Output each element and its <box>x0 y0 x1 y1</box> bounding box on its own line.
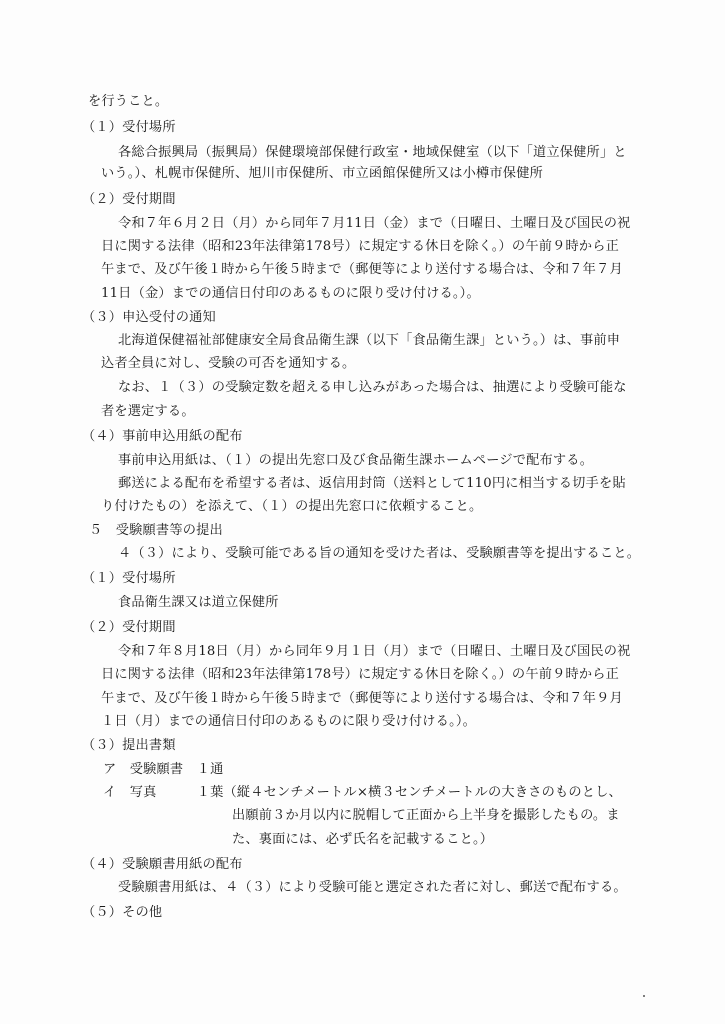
text-line: 食品衛生課又は道立保健所 <box>118 595 279 610</box>
text-line: 日に関する法律（昭和23年法律第178号）に規定する休日を除く。）の午前９時から正 <box>101 239 620 254</box>
scan-speck <box>643 995 645 997</box>
text-line: 午まで、及び午後１時から午後５時まで（郵便等により送付する場合は、令和７年９月 <box>101 691 623 706</box>
text-line: 事前申込用紙は、（１）の提出先窓口及び食品衛生課ホームページで配布する。 <box>118 453 594 468</box>
text-line: ４（３）により、受験可能である旨の通知を受けた者は、受験願書等を提出すること。 <box>118 546 641 561</box>
section-heading: （３）提出書類 <box>82 738 176 753</box>
list-item: ア 受験願書 １通 <box>103 762 224 777</box>
text-line: た、裏面には、必ず氏名を記載すること。） <box>232 832 494 847</box>
text-line: 郵送による配布を希望する者は、返信用封筒（送料として110円に相当する切手を貼 <box>118 476 626 491</box>
text-line: を行うこと。 <box>88 94 169 109</box>
text-line: り付けたもの）を添えて、（１）の提出先窓口に依頼すること。 <box>101 499 483 514</box>
text-line: 出願前３か月以内に脱帽して正面から上半身を撮影したもの。ま <box>232 808 620 823</box>
text-line: 令和７年６月２日（月）から同年７月11日（金）まで（日曜日、土曜日及び国民の祝 <box>118 216 631 231</box>
text-line: １日（月）までの通信日付印のあるものに限り受け付ける。）。 <box>101 714 477 729</box>
text-line: なお、１（３）の受験定数を超える申し込みがあった場合は、抽選により受験可能な <box>118 380 627 395</box>
section-heading: （３）申込受付の通知 <box>82 310 216 325</box>
section-heading: （４）受験願書用紙の配布 <box>82 857 243 872</box>
text-line: 11日（金）までの通信日付印のあるものに限り受け付ける。）。 <box>101 286 480 301</box>
section-heading: （１）受付場所 <box>82 120 176 135</box>
section-heading: （１）受付場所 <box>82 571 176 586</box>
text-line: 午まで、及び午後１時から午後５時まで（郵便等により送付する場合は、令和７年７月 <box>101 262 623 277</box>
main-section-heading: ５ 受験願書等の提出 <box>89 523 223 538</box>
text-line: 北海道保健福祉部健康安全局食品衛生課（以下「食品衛生課」という。）は、事前申 <box>118 333 621 348</box>
text-line: 令和７年８月18日（月）から同年９月１日（月）まで（日曜日、土曜日及び国民の祝 <box>118 644 631 659</box>
text-line: 日に関する法律（昭和23年法律第178号）に規定する休日を除く。）の午前９時から正 <box>101 667 620 682</box>
section-heading: （２）受付期間 <box>82 192 176 207</box>
text-line: 各総合振興局（振興局）保健環境部保健行政室・地域保健室（以下「道立保健所」と <box>118 145 627 160</box>
text-line: 込者全員に対し、受験の可否を通知する。 <box>101 356 356 371</box>
text-line: 受験願書用紙は、４（３）により受験可能と選定された者に対し、郵送で配布する。 <box>118 880 627 895</box>
text-line: 者を選定する。 <box>101 404 195 419</box>
section-heading: （２）受付期間 <box>82 620 176 635</box>
list-item: イ 写真 １葉（縦４センチメートル×横３センチメートルの大きさのものとし、 <box>103 785 622 800</box>
text-line: いう。）、札幌市保健所、旭川市保健所、市立函館保健所又は小樽市保健所 <box>101 166 543 181</box>
section-heading: （５）その他 <box>82 905 163 920</box>
section-heading: （４）事前申込用紙の配布 <box>82 429 243 444</box>
